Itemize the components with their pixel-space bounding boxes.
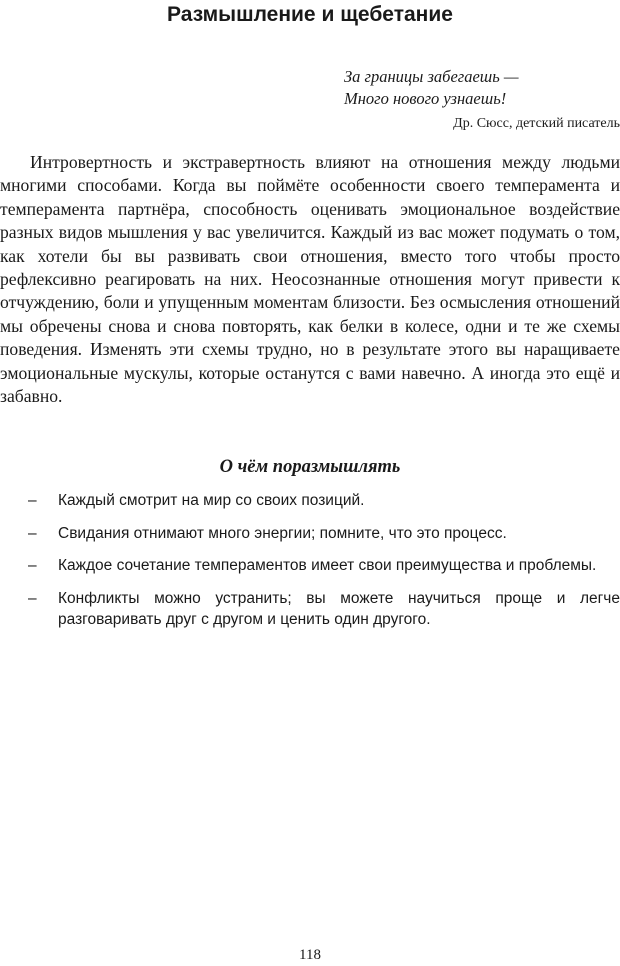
list-item xyxy=(0,523,620,545)
epigraph-attribution: Др. Сюсс, детский писатель xyxy=(453,116,620,131)
list-item-text: Каждый смотрит на мир со своих позиций. xyxy=(58,492,365,509)
list-item-text: Свидания отнимают много энергии; помните, что это процесс. xyxy=(58,524,507,542)
body-paragraph: Интровертность и экстравертность влияют на отношения между людьми многими способами. Когда вы поймёте особенности своего темперамента и темперамента партнёра, способность оценивать эмоциональное воздействие разных видов мышления у вас увеличится. Каждый из вас может подумать о том, как хотели бы вы развивать свои отношения, вместо того чтобы просто рефлексивно реагировать на них. Неосознанные отношения могут привести к отчуждению, боли и упущенным моментам близости. Без осмысления отношений мы обречены снова и снова повторять, как белки в колесе, одни и те же схемы поведения. Изменять эти схемы трудно, но в результате этого вы наращиваете эмоциональные мускулы, которые останутся с вами навечно. А иногда это ещё и забавно. xyxy=(0,152,620,407)
list-marker: – xyxy=(28,589,37,607)
reflection-list xyxy=(0,490,620,642)
list-item xyxy=(0,555,620,577)
epigraph-line: За границы забегаешь — xyxy=(344,67,519,86)
list-item-text: Каждое сочетание темпераментов имеет свои преимущества и проблемы. xyxy=(58,557,597,574)
list-item xyxy=(0,588,620,631)
section-subheading: О чём поразмышлять xyxy=(219,457,401,477)
page-number: 118 xyxy=(299,947,321,963)
list-marker: – xyxy=(28,557,37,574)
epigraph-line: Много нового узнаешь! xyxy=(344,89,507,108)
epigraph xyxy=(344,66,519,110)
page-title: Размышление и щебетание xyxy=(167,3,453,26)
list-marker: – xyxy=(28,524,37,542)
list-marker: – xyxy=(28,492,37,509)
list-item-text: Конфликты можно устранить; вы можете научиться проще и легче разговаривать друг с другом и ценить один другого. xyxy=(58,589,620,628)
list-item xyxy=(0,490,620,512)
